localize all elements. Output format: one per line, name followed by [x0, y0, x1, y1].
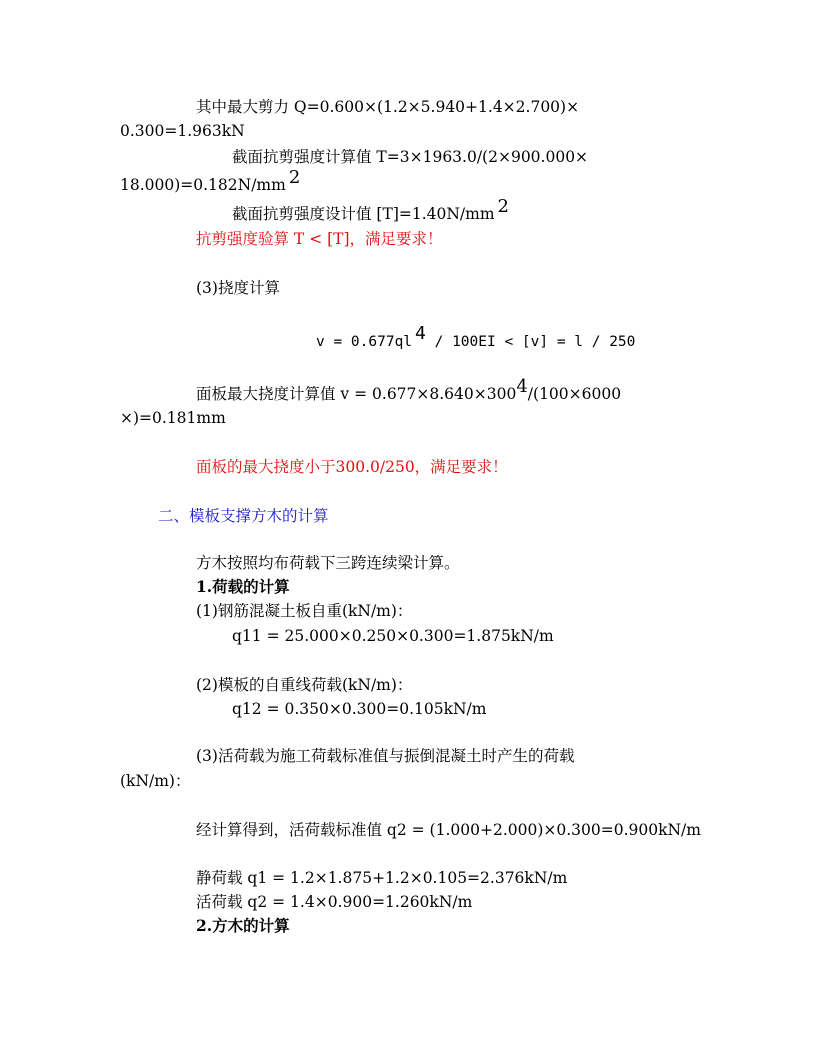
superscript: 4	[415, 323, 426, 344]
section-intro: 方木按照均布荷载下三跨连续梁计算。	[196, 554, 460, 572]
deflection-heading: (3)挠度计算	[196, 279, 280, 297]
superscript: 2	[497, 196, 509, 217]
shear-design-line	[232, 196, 509, 224]
static-load: 静荷载 q1 = 1.2×1.875+1.2×0.105=2.376kN/m	[196, 869, 568, 887]
deflection-max-line-1	[196, 376, 622, 404]
superscript: 2	[288, 167, 301, 188]
formula-text-b: / 100EI < [v] = l / 250	[425, 334, 636, 350]
beam-calc-heading: 2.方木的计算	[196, 916, 290, 935]
load-item-3-line-1: (3)活荷载为施工荷载标准值与振倒混凝土时产生的荷载	[196, 747, 575, 765]
load-item-2: (2)模板的自重线荷载(kN/m)：	[196, 676, 413, 694]
shear-calc-text: 18.000)=0.182N/mm	[120, 176, 286, 194]
section-heading: 二、模板支撑方木的计算	[158, 507, 329, 525]
shear-design-text: 截面抗剪强度设计值 [T]=1.40N/mm	[232, 205, 495, 223]
deflection-max-text-b: /(100×6000	[527, 385, 622, 403]
max-shear-line-2: 0.300=1.963kN	[120, 122, 245, 140]
shear-calc-line-1: 截面抗剪强度计算值 T=3×1963.0/(2×900.000×	[232, 148, 589, 166]
live-load-standard: 经计算得到，活荷载标准值 q2 = (1.000+2.000)×0.300=0.900kN/m	[196, 821, 701, 839]
deflection-max-text-a: 面板最大挠度计算值 v = 0.677×8.640×300	[196, 385, 517, 403]
deflection-check-result: 面板的最大挠度小于300.0/250，满足要求！	[196, 458, 508, 476]
superscript: 4	[516, 376, 528, 397]
q12-formula: q12 = 0.350×0.300=0.105kN/m	[232, 700, 487, 718]
load-item-1: (1)钢筋混凝土板自重(kN/m)：	[196, 602, 413, 620]
shear-check-result: 抗剪强度验算 T < [T]，满足要求！	[196, 230, 443, 248]
q11-formula: q11 = 25.000×0.250×0.300=1.875kN/m	[232, 627, 554, 645]
live-load: 活荷载 q2 = 1.4×0.900=1.260kN/m	[196, 893, 473, 911]
load-item-3-line-2: (kN/m)：	[120, 772, 191, 790]
formula-text-a: v = 0.677ql	[316, 334, 413, 350]
loads-heading: 1.荷载的计算	[196, 577, 290, 596]
shear-calc-line-2	[120, 167, 301, 195]
max-shear-line-1: 其中最大剪力 Q=0.600×(1.2×5.940+1.4×2.700)×	[196, 98, 580, 116]
deflection-max-line-2: ×)=0.181mm	[120, 409, 226, 427]
deflection-formula	[316, 323, 636, 352]
